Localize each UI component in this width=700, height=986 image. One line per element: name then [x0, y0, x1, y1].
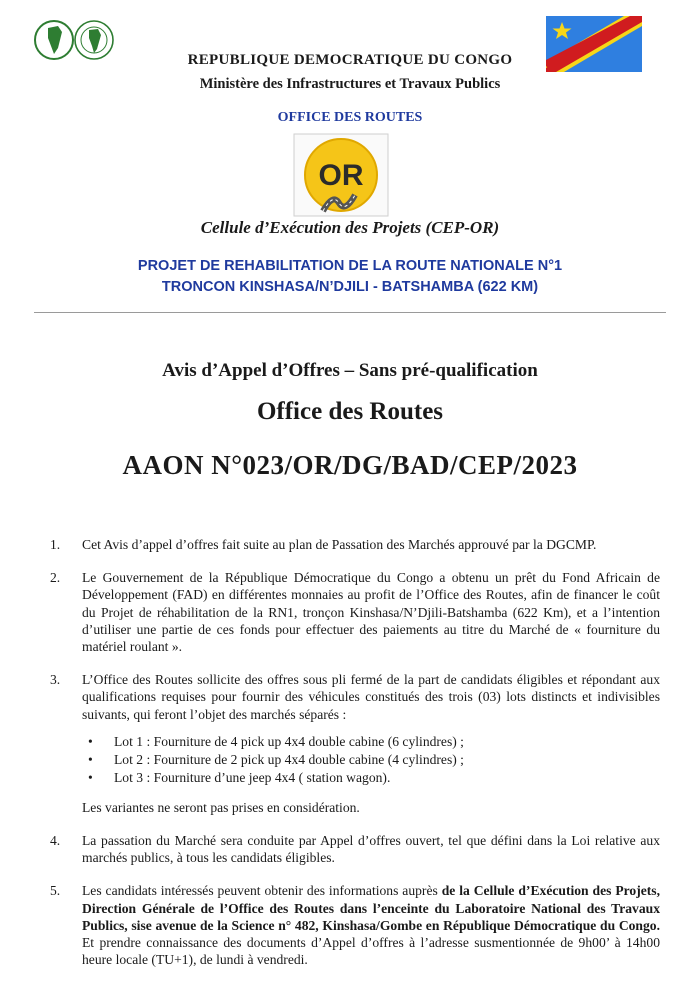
republic-title: REPUBLIQUE DEMOCRATIQUE DU CONGO: [187, 52, 513, 68]
item-number: 4.: [50, 833, 61, 849]
item-content: [82, 671, 660, 816]
bullet-icon: •: [88, 733, 93, 749]
item-text: L’Office des Routes sollicite des offres sous pli fermé de la part de candidats éligibles et répondant aux qualifications requises pour fournir des véhicules constitués des trois (03) lots distincts et indivisibles suivants, qui feront l’objet des marchés séparés :: [82, 672, 660, 722]
item-text: Cet Avis d’appel d’offres fait suite au plan de Passation des Marchés approuvé par la DGCMP.: [82, 537, 597, 552]
lot-text: Lot 1 : Fourniture de 4 pick up 4x4 double cabine (6 cylindres) ;: [114, 733, 464, 749]
item-text-intro: Les candidats intéressés peuvent obtenir des informations auprès: [82, 883, 442, 899]
item-text: La passation du Marché sera conduite par Appel d’offres ouvert, tel que défini dans la Loi relative aux marchés publics, à tous les candidats éligibles.: [82, 833, 660, 866]
office-des-routes-logo: [293, 133, 389, 217]
notice-office: Office des Routes: [256, 398, 444, 425]
item-content: [82, 882, 660, 968]
item-text-outro: Et prendre connaissance des documents d’Appel d’offres à l’adresse susmentionnée de 9h00’ à 14h00 heure locale (TU+1), de lundi à vendredi.: [82, 935, 660, 968]
lot-text: Lot 2 : Fourniture de 2 pick up 4x4 double cabine (4 cylindres) ;: [114, 751, 464, 767]
cell-title: Cellule d’Exécution des Projets (CEP-OR): [200, 218, 500, 237]
list-item: [50, 882, 660, 968]
bullet-icon: •: [88, 769, 93, 785]
list-item: [50, 536, 660, 553]
lot-list: [82, 733, 660, 787]
item-number: 1.: [50, 537, 61, 552]
notice-subtitle: Avis d’Appel d’Offres – Sans pré-qualification: [162, 360, 538, 381]
office-title: OFFICE DES ROUTES: [277, 110, 423, 125]
item-number: 2.: [50, 570, 61, 586]
lot-text: Lot 3 : Fourniture d’une jeep 4x4 ( station wagon).: [114, 769, 391, 785]
project-title-line2: TRONCON KINSHASA/N’DJILI - BATSHAMBA (622 KM): [161, 279, 539, 295]
logo-text: OR: [318, 159, 364, 192]
variants-note: Les variantes ne seront pas prises en considération.: [82, 799, 360, 815]
item-number: 3.: [50, 672, 61, 688]
header-divider: [34, 312, 666, 313]
item-text-address: de la Cellule d’Exécution des Projets, Direction Générale de l’Office des Routes dans l’enceinte du Laboratoire National des Travaux Publics, sise avenue de la Science n° 482, Kinshasa/Gombe en République Démocratique du Congo.: [82, 883, 660, 933]
list-item: [50, 569, 660, 655]
notice-body: [50, 536, 660, 984]
list-item: [50, 832, 660, 866]
notice-reference: AAON N°023/OR/DG/BAD/CEP/2023: [122, 450, 578, 480]
item-text: Le Gouvernement de la République Démocratique du Congo a obtenu un prêt du Fond Africain de Développement (FAD) en différentes monnaies au profit de l’Office des Routes, afin de financer le coût du Projet de réhabilitation de la RN1, tronçon Kinshasa/N’Djili-Batshamba (622 Km), et a l’intention d’utiliser une partie de ces fonds pour effectuer des paiements au titre du Marché de « fourniture du matériel roulant ».: [82, 570, 660, 655]
bullet-icon: •: [88, 751, 93, 767]
list-item: [50, 671, 660, 816]
lot-item: [82, 751, 660, 769]
lot-item: [82, 769, 660, 787]
project-title-line1: PROJET DE REHABILITATION DE LA ROUTE NATIONALE N°1: [137, 258, 563, 274]
item-number: 5.: [50, 883, 61, 899]
lot-item: [82, 733, 660, 751]
ministry-title: Ministère des Infrastructures et Travaux Publics: [199, 76, 501, 92]
